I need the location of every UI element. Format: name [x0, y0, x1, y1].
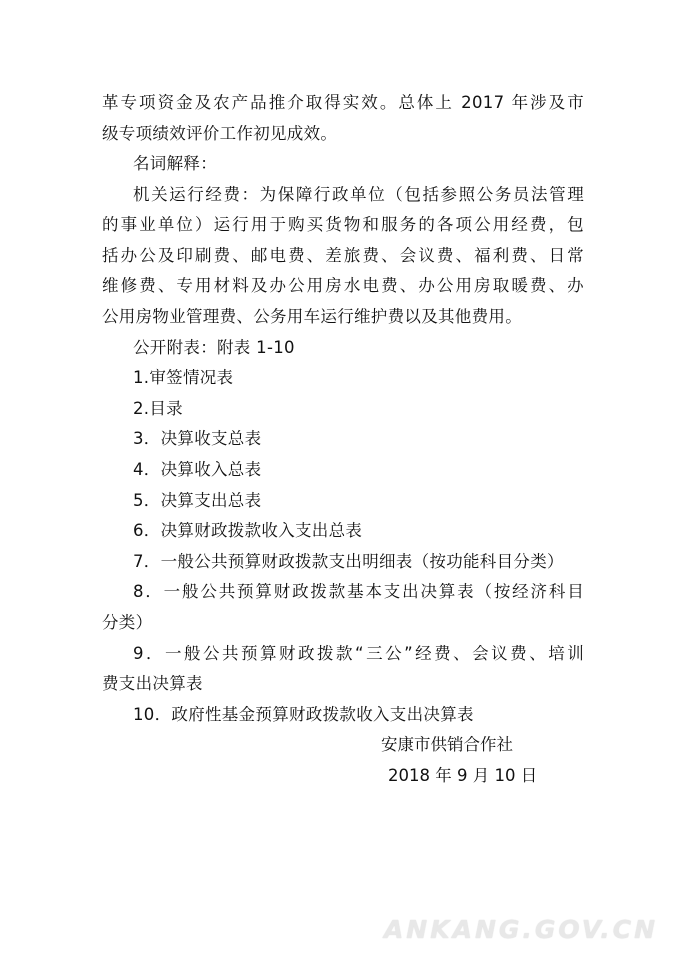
appendix-item: 6．决算财政拨款收入支出总表: [133, 521, 363, 540]
appendix-item: 3．决算收支总表: [133, 429, 262, 448]
appendix-item: 1.审签情况表: [133, 368, 234, 387]
appendix-item-continuation: 分类）: [102, 613, 153, 632]
appendix-heading: 公开附表：附表 1-10: [133, 338, 295, 357]
appendix-item: 10．政府性基金预算财政拨款收入支出决算表: [133, 705, 474, 724]
signature-date: 2018 年 9 月 10 日: [388, 766, 538, 785]
definition-line: 维修费、专用材料及办公用房水电费、办公用房取暖费、办: [102, 276, 584, 295]
appendix-item: 7．一般公共预算财政拨款支出明细表（按功能科目分类）: [133, 552, 564, 571]
definition-line: 括办公及印刷费、邮电费、差旅费、会议费、福利费、日常: [102, 246, 584, 265]
definition-line: 机关运行经费：为保障行政单位（包括参照公务员法管理: [133, 185, 584, 204]
appendix-item: 2.目录: [133, 399, 183, 418]
appendix-item: 4．决算收入总表: [133, 460, 262, 479]
paragraph-line: 级专项绩效评价工作初见成效。: [102, 124, 338, 143]
definition-line: 公用房物业管理费、公务用车运行维护费以及其他费用。: [102, 307, 522, 326]
appendix-item-continuation: 费支出决算表: [102, 674, 203, 693]
appendix-item: 5．决算支出总表: [133, 491, 262, 510]
signature-organization: 安康市供销合作社: [381, 735, 513, 754]
section-heading: 名词解释：: [133, 154, 217, 173]
appendix-item: 8．一般公共预算财政拨款基本支出决算表（按经济科目: [133, 582, 584, 601]
definition-line: 的事业单位）运行用于购买货物和服务的各项公用经费，包: [102, 215, 584, 234]
appendix-item: 9．一般公共预算财政拨款“三公”经费、会议费、培训: [133, 644, 584, 663]
watermark: ANKANG.GOV.CN: [383, 915, 658, 944]
paragraph-line: 革专项资金及农产品推介取得实效。总体上 2017 年涉及市: [102, 93, 584, 112]
